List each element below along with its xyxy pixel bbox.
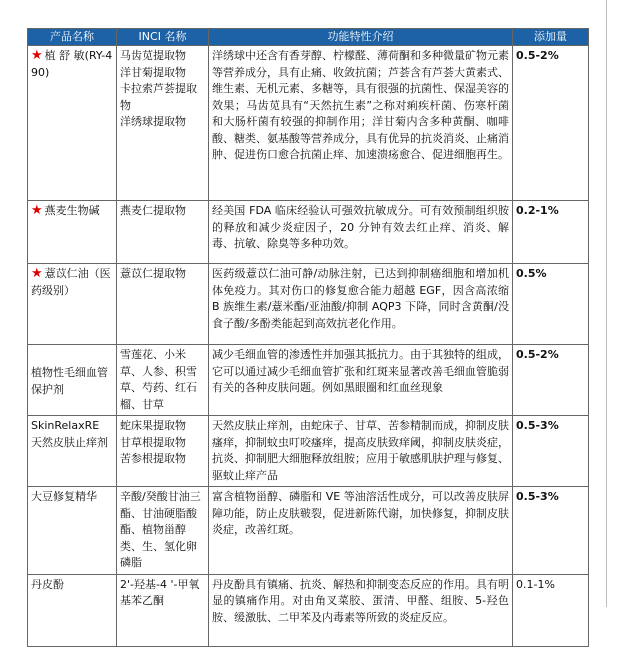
page-margin-line <box>606 0 607 607</box>
table-row <box>28 574 589 646</box>
star-icon: ★ <box>31 48 43 63</box>
amount-cell: 0.1-1% <box>513 574 589 646</box>
product-name-cell <box>28 201 117 264</box>
header-amount: 添加量 <box>513 29 589 46</box>
inci-cell: 雪莲花、小米草、人参、积雪草、芍药、红石榴、甘草 <box>117 345 209 416</box>
product-name-cell <box>28 264 117 345</box>
table-row <box>28 46 589 201</box>
star-icon: ★ <box>31 266 43 281</box>
function-cell: 经美国 FDA 临床经验认可强效抗敏成分。可有效预制组织胺的释放和减少炎症因子，20 分钟有效去红止痒、消炎、解毒、抗敏、除臭等多种功效。 <box>209 201 513 264</box>
table-row <box>28 345 589 416</box>
inci-cell: 辛酸/癸酸甘油三酯、甘油硬脂酸酯、植物甾醇类、生、氢化卵磷脂 <box>117 487 209 575</box>
amount-cell: 0.5% <box>513 264 589 345</box>
amount-cell: 0.2-1% <box>513 201 589 264</box>
amount-cell: 0.5-2% <box>513 46 589 201</box>
function-cell: 减少毛细血管的渗透性并加强其抵抗力。由于其独特的组成，它可以通过减少毛细血管扩张和红斑来显著改善毛细血管脆弱有关的各种皮肤问题。例如黑眼圈和红血丝现象 <box>209 345 513 416</box>
function-cell: 医药级薏苡仁油可静/动脉注射，已达到抑制癌细胞和增加机体免疫力。其对伤口的修复愈合能力超越 EGF，因含高浓缩 B 族维生素/薏米酯/亚油酸/抑制 AQP3 下降，同时含黄酮/没食子酸/多酚类能起到高效抗老化作用。 <box>209 264 513 345</box>
product-name-cell <box>28 46 117 201</box>
function-cell: 富含植物甾醇、磷脂和 VE 等油溶活性成分，可以改善皮肤屏障功能，防止皮肤皲裂，促进新陈代谢，加快修复，抑制皮肤炎症，改善红斑。 <box>209 487 513 575</box>
product-name-cell: 丹皮酚 <box>28 574 117 646</box>
product-name-cell: SkinRelaxRE 天然皮肤止痒剂 <box>28 416 117 487</box>
table-row <box>28 416 589 487</box>
ingredient-table <box>27 28 589 647</box>
product-name: 薏苡仁油（医药级别） <box>31 267 111 297</box>
inci-cell: 蛇床果提取物 甘草根提取物 苦参根提取物 <box>117 416 209 487</box>
table-header-row <box>28 29 589 46</box>
product-name: 植 舒 敏(RY-490) <box>31 49 113 79</box>
amount-cell: 0.5-3% <box>513 416 589 487</box>
inci-cell: 2'-羟基-4 '-甲氧基苯乙酮 <box>117 574 209 646</box>
function-cell: 丹皮酚具有镇痛、抗炎、解热和抑制变态反应的作用。具有明显的镇痛作用。对由角叉菜胶、蛋清、甲醛、组胺、5-羟色胺、缓激肽、二甲苯及内毒素等所致的炎症反应。 <box>209 574 513 646</box>
header-function: 功能特性介绍 <box>209 29 513 46</box>
inci-cell: 燕麦仁提取物 <box>117 201 209 264</box>
amount-cell: 0.5-2% <box>513 345 589 416</box>
inci-cell: 马齿苋提取物 洋甘菊提取物 卡拉索芦荟提取物 洋绣球提取物 <box>117 46 209 201</box>
header-inci-name: INCI 名称 <box>117 29 209 46</box>
product-name-cell: 植物性毛细血管保护剂 <box>28 345 117 416</box>
amount-cell: 0.5-3% <box>513 487 589 575</box>
header-product-name: 产品名称 <box>28 29 117 46</box>
inci-cell: 薏苡仁提取物 <box>117 264 209 345</box>
function-cell: 洋绣球中还含有香芽醇、柠檬醛、薄荷酮和多种微量矿物元素等营养成分，具有止痛、收敛抗菌；芦荟含有芦荟大黄素式、维生素、无机元素、多糖等，具有很强的抗菌性、保湿美容的效果；马齿苋具有“天然抗生素”之称对痢疾杆菌、伤寒杆菌和大肠杆菌有较强的抑制作用；洋甘菊内含多种黄酮、咖啡酸、糖类、氨基酸等营养成分，具有优异的抗炎消炎、止痛消肿、促进伤口愈合抗菌止痒、加速溃疡愈合、促进细胞再生。 <box>209 46 513 201</box>
product-name: 燕麦生物碱 <box>44 204 100 217</box>
table-row <box>28 201 589 264</box>
star-icon: ★ <box>31 203 43 218</box>
function-cell: 天然皮肤止痒剂，由蛇床子、甘草、苦参精制而成，抑制皮肤瘙痒，抑制蚊虫叮咬瘙痒，提高皮肤致痒阈，抑制皮肤炎症，抗炎、抑制肥大细胞释放组胺；应用于敏感肌肤护理与修复、驱蚊止痒产品 <box>209 416 513 487</box>
table-row <box>28 264 589 345</box>
table-row <box>28 487 589 575</box>
product-name-cell: 大豆修复精华 <box>28 487 117 575</box>
